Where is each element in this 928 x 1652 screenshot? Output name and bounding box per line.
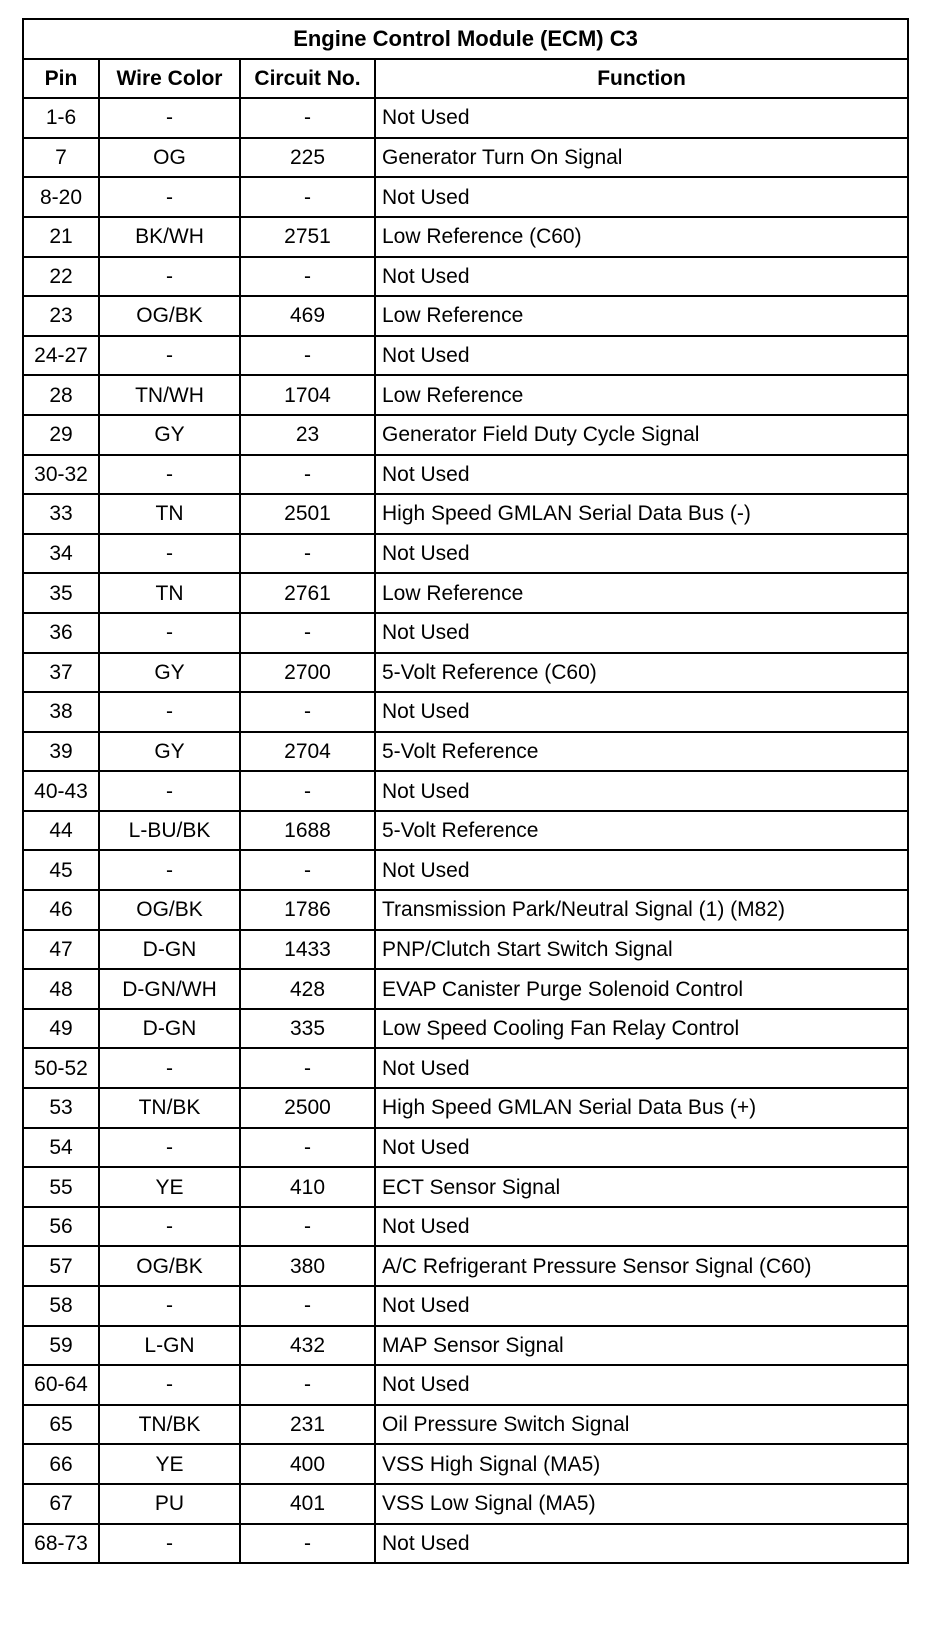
wire-color-cell: - (99, 771, 240, 811)
wire-color-cell: - (99, 98, 240, 138)
circuit-no-cell: 2704 (240, 732, 375, 772)
function-cell: Not Used (375, 534, 908, 574)
pin-cell: 55 (23, 1167, 99, 1207)
function-cell: Not Used (375, 1286, 908, 1326)
wire-color-cell: - (99, 177, 240, 217)
table-row (23, 969, 908, 1009)
table-row (23, 494, 908, 534)
function-cell: Not Used (375, 336, 908, 376)
wire-color-cell: YE (99, 1444, 240, 1484)
function-cell: Not Used (375, 98, 908, 138)
circuit-no-cell: 401 (240, 1484, 375, 1524)
function-cell: Not Used (375, 613, 908, 653)
wire-color-cell: GY (99, 732, 240, 772)
wire-color-cell: - (99, 455, 240, 495)
header-circuit-no: Circuit No. (240, 59, 375, 99)
wire-color-cell: - (99, 534, 240, 574)
wire-color-cell: OG/BK (99, 296, 240, 336)
pin-cell: 60-64 (23, 1365, 99, 1405)
circuit-no-cell: 23 (240, 415, 375, 455)
wire-color-cell: D-GN (99, 1009, 240, 1049)
circuit-no-cell: 1433 (240, 930, 375, 970)
wire-color-cell: TN (99, 494, 240, 534)
function-cell: Low Reference (375, 375, 908, 415)
circuit-no-cell: 1786 (240, 890, 375, 930)
wire-color-cell: - (99, 1365, 240, 1405)
function-cell: VSS High Signal (MA5) (375, 1444, 908, 1484)
pin-cell: 8-20 (23, 177, 99, 217)
table-row (23, 1286, 908, 1326)
function-cell: Not Used (375, 455, 908, 495)
pin-cell: 29 (23, 415, 99, 455)
pin-cell: 50-52 (23, 1048, 99, 1088)
pin-cell: 28 (23, 375, 99, 415)
circuit-no-cell: - (240, 850, 375, 890)
table-body (23, 98, 908, 1563)
table-row (23, 177, 908, 217)
pin-cell: 30-32 (23, 455, 99, 495)
wire-color-cell: - (99, 1207, 240, 1247)
circuit-no-cell: - (240, 98, 375, 138)
wire-color-cell: OG (99, 138, 240, 178)
function-cell: Low Speed Cooling Fan Relay Control (375, 1009, 908, 1049)
wire-color-cell: - (99, 336, 240, 376)
circuit-no-cell: 432 (240, 1326, 375, 1366)
pin-cell: 49 (23, 1009, 99, 1049)
table-row (23, 1009, 908, 1049)
table-title: Engine Control Module (ECM) C3 (23, 19, 908, 59)
function-cell: Not Used (375, 1365, 908, 1405)
pin-cell: 56 (23, 1207, 99, 1247)
function-cell: Generator Turn On Signal (375, 138, 908, 178)
ecm-connector-table (22, 18, 909, 1564)
wire-color-cell: PU (99, 1484, 240, 1524)
function-cell: 5-Volt Reference (375, 811, 908, 851)
wire-color-cell: - (99, 1524, 240, 1564)
circuit-no-cell: - (240, 1286, 375, 1326)
function-cell: Not Used (375, 1524, 908, 1564)
table-row (23, 1088, 908, 1128)
wire-color-cell: - (99, 613, 240, 653)
table-row (23, 1326, 908, 1366)
table-row (23, 1246, 908, 1286)
function-cell: A/C Refrigerant Pressure Sensor Signal (C60) (375, 1246, 908, 1286)
wire-color-cell: TN/BK (99, 1088, 240, 1128)
function-cell: Not Used (375, 771, 908, 811)
wire-color-cell: - (99, 692, 240, 732)
circuit-no-cell: 400 (240, 1444, 375, 1484)
table-row (23, 375, 908, 415)
table-row (23, 534, 908, 574)
function-cell: Oil Pressure Switch Signal (375, 1405, 908, 1445)
header-function: Function (375, 59, 908, 99)
pin-cell: 7 (23, 138, 99, 178)
table-row (23, 1365, 908, 1405)
wire-color-cell: D-GN/WH (99, 969, 240, 1009)
circuit-no-cell: - (240, 613, 375, 653)
table-row (23, 1128, 908, 1168)
wire-color-cell: BK/WH (99, 217, 240, 257)
pin-cell: 46 (23, 890, 99, 930)
function-cell: Not Used (375, 1048, 908, 1088)
circuit-no-cell: - (240, 336, 375, 376)
pin-cell: 38 (23, 692, 99, 732)
circuit-no-cell: 231 (240, 1405, 375, 1445)
wire-color-cell: TN/WH (99, 375, 240, 415)
pin-cell: 23 (23, 296, 99, 336)
circuit-no-cell: 2500 (240, 1088, 375, 1128)
function-cell: Low Reference (C60) (375, 217, 908, 257)
function-cell: Not Used (375, 1207, 908, 1247)
wire-color-cell: - (99, 1128, 240, 1168)
pin-cell: 36 (23, 613, 99, 653)
circuit-no-cell: 1704 (240, 375, 375, 415)
table-row (23, 336, 908, 376)
pin-cell: 67 (23, 1484, 99, 1524)
function-cell: Not Used (375, 692, 908, 732)
table-row (23, 732, 908, 772)
table-row (23, 1207, 908, 1247)
wire-color-cell: D-GN (99, 930, 240, 970)
circuit-no-cell: 2700 (240, 653, 375, 693)
function-cell: Low Reference (375, 296, 908, 336)
function-cell: 5-Volt Reference (375, 732, 908, 772)
table-row (23, 771, 908, 811)
pin-cell: 68-73 (23, 1524, 99, 1564)
table-row (23, 1048, 908, 1088)
pin-cell: 35 (23, 573, 99, 613)
circuit-no-cell: 2501 (240, 494, 375, 534)
wire-color-cell: GY (99, 653, 240, 693)
function-cell: MAP Sensor Signal (375, 1326, 908, 1366)
table-row (23, 1405, 908, 1445)
pin-cell: 45 (23, 850, 99, 890)
circuit-no-cell: - (240, 1365, 375, 1405)
pin-cell: 66 (23, 1444, 99, 1484)
circuit-no-cell: 428 (240, 969, 375, 1009)
pin-cell: 22 (23, 257, 99, 297)
table-row (23, 257, 908, 297)
pin-cell: 1-6 (23, 98, 99, 138)
table-row (23, 138, 908, 178)
pin-cell: 53 (23, 1088, 99, 1128)
pin-cell: 59 (23, 1326, 99, 1366)
function-cell: Not Used (375, 177, 908, 217)
table-row (23, 613, 908, 653)
circuit-no-cell: 469 (240, 296, 375, 336)
circuit-no-cell: 2761 (240, 573, 375, 613)
circuit-no-cell: - (240, 1048, 375, 1088)
table-row (23, 653, 908, 693)
circuit-no-cell: - (240, 455, 375, 495)
pin-cell: 39 (23, 732, 99, 772)
wire-color-cell: OG/BK (99, 890, 240, 930)
wire-color-cell: - (99, 1048, 240, 1088)
circuit-no-cell: - (240, 257, 375, 297)
table-header-row (23, 59, 908, 99)
wire-color-cell: - (99, 257, 240, 297)
pin-cell: 40-43 (23, 771, 99, 811)
pin-cell: 47 (23, 930, 99, 970)
table-row (23, 98, 908, 138)
pin-cell: 21 (23, 217, 99, 257)
table-row (23, 1167, 908, 1207)
table-row (23, 1524, 908, 1564)
wire-color-cell: L-BU/BK (99, 811, 240, 851)
table-row (23, 1484, 908, 1524)
function-cell: High Speed GMLAN Serial Data Bus (-) (375, 494, 908, 534)
circuit-no-cell: 380 (240, 1246, 375, 1286)
table-row (23, 217, 908, 257)
pin-cell: 33 (23, 494, 99, 534)
table-row (23, 890, 908, 930)
circuit-no-cell: - (240, 1207, 375, 1247)
function-cell: VSS Low Signal (MA5) (375, 1484, 908, 1524)
function-cell: Low Reference (375, 573, 908, 613)
pin-cell: 24-27 (23, 336, 99, 376)
pin-cell: 37 (23, 653, 99, 693)
table-row (23, 850, 908, 890)
pin-cell: 65 (23, 1405, 99, 1445)
circuit-no-cell: - (240, 1524, 375, 1564)
pin-cell: 48 (23, 969, 99, 1009)
circuit-no-cell: - (240, 534, 375, 574)
wire-color-cell: YE (99, 1167, 240, 1207)
table-row (23, 296, 908, 336)
function-cell: Generator Field Duty Cycle Signal (375, 415, 908, 455)
circuit-no-cell: - (240, 692, 375, 732)
table-row (23, 573, 908, 613)
wire-color-cell: - (99, 1286, 240, 1326)
table-title-row (23, 19, 908, 59)
wire-color-cell: OG/BK (99, 1246, 240, 1286)
function-cell: EVAP Canister Purge Solenoid Control (375, 969, 908, 1009)
circuit-no-cell: 1688 (240, 811, 375, 851)
function-cell: PNP/Clutch Start Switch Signal (375, 930, 908, 970)
wire-color-cell: TN (99, 573, 240, 613)
function-cell: Transmission Park/Neutral Signal (1) (M82) (375, 890, 908, 930)
circuit-no-cell: 2751 (240, 217, 375, 257)
table-row (23, 692, 908, 732)
wire-color-cell: L-GN (99, 1326, 240, 1366)
table-row (23, 1444, 908, 1484)
function-cell: 5-Volt Reference (C60) (375, 653, 908, 693)
table-row (23, 415, 908, 455)
table-row (23, 811, 908, 851)
pin-cell: 54 (23, 1128, 99, 1168)
circuit-no-cell: - (240, 1128, 375, 1168)
function-cell: High Speed GMLAN Serial Data Bus (+) (375, 1088, 908, 1128)
function-cell: Not Used (375, 257, 908, 297)
pin-cell: 58 (23, 1286, 99, 1326)
circuit-no-cell: 225 (240, 138, 375, 178)
table-row (23, 455, 908, 495)
wire-color-cell: TN/BK (99, 1405, 240, 1445)
wire-color-cell: GY (99, 415, 240, 455)
circuit-no-cell: 410 (240, 1167, 375, 1207)
pin-cell: 44 (23, 811, 99, 851)
table-row (23, 930, 908, 970)
function-cell: Not Used (375, 850, 908, 890)
pin-cell: 57 (23, 1246, 99, 1286)
circuit-no-cell: - (240, 177, 375, 217)
header-wire-color: Wire Color (99, 59, 240, 99)
function-cell: ECT Sensor Signal (375, 1167, 908, 1207)
pin-cell: 34 (23, 534, 99, 574)
circuit-no-cell: 335 (240, 1009, 375, 1049)
circuit-no-cell: - (240, 771, 375, 811)
wire-color-cell: - (99, 850, 240, 890)
function-cell: Not Used (375, 1128, 908, 1168)
header-pin: Pin (23, 59, 99, 99)
